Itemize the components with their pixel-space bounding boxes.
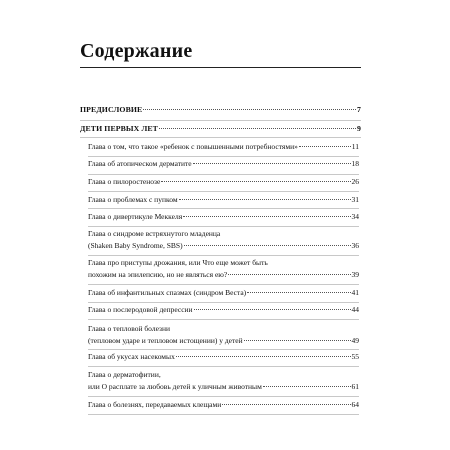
toc-chapter[interactable] [88,400,359,410]
chapter-title-line: Глава об укусах насекомых [88,352,175,361]
separator [88,255,359,256]
page-number: 61 [351,382,359,391]
page-number: 9 [357,124,361,133]
toc-title: Содержание [80,40,193,62]
dot-leader [244,340,351,341]
chapter-title-line: похожим на эпилепсию, но не являться ею? [88,270,228,279]
toc-line [88,270,359,280]
chapter-title-line: Глава о дивертикуле Меккеля [88,212,183,221]
page-number: 64 [351,400,359,409]
toc-line [80,124,361,134]
toc-chapter[interactable] [88,195,359,205]
toc-chapter[interactable] [88,370,359,392]
toc-section[interactable] [80,105,361,115]
chapter-title-line: Глава об атопическом дерматите [88,159,192,168]
toc-section-label: ПРЕДИСЛОВИЕ [80,105,143,114]
page-number: 18 [351,159,359,168]
chapter-title-line: Глава о пилоростенозе [88,177,161,186]
separator [88,208,359,209]
separator [88,191,359,192]
separator [88,226,359,227]
separator [88,319,359,320]
toc-line [80,105,361,115]
toc-chapter[interactable] [88,288,359,298]
chapter-title-line: Глава о болезнях, передаваемых клещами [88,400,222,409]
page-number: 31 [351,195,359,204]
dot-leader [194,309,351,310]
chapter-title-line: Глава об инфантильных спазмах (синдром Веста) [88,288,247,297]
dot-leader [143,109,356,110]
toc-chapter[interactable] [88,142,359,152]
page-number: 44 [351,305,359,314]
separator [88,156,359,157]
toc-chapter[interactable] [88,305,359,315]
toc-line [88,352,359,362]
dot-leader [263,386,351,387]
toc-chapter[interactable] [88,258,359,280]
dot-leader [247,292,350,293]
separator [88,349,359,350]
toc-line [88,241,359,251]
dot-leader [193,163,351,164]
chapter-title-line: Глава о том, что такое «ребенок с повышенными потребностями» [88,142,298,151]
separator [88,414,359,415]
toc-line [88,288,359,298]
chapter-title-line: Глава о дерматофитии, [88,370,161,379]
chapter-title-line: или О расплате за любовь детей к уличным животным [88,382,262,391]
chapter-title-line: Глава о послеродовой депрессии [88,305,193,314]
dot-leader [184,245,351,246]
page-number: 26 [351,177,359,186]
toc-line [88,195,359,205]
dot-leader [159,128,356,129]
chapter-title-line: Глава о тепловой болезни [88,324,170,333]
dot-leader [228,274,350,275]
chapter-title-line: (Shaken Baby Syndrome, SBS) [88,241,183,250]
toc-line [88,142,359,152]
toc-line [88,382,359,392]
dot-leader [176,356,351,357]
separator [88,174,359,175]
dot-leader [161,181,350,182]
dot-leader [179,199,351,200]
page-number: 7 [357,105,361,114]
toc-chapter[interactable] [88,159,359,169]
page-number: 49 [351,336,359,345]
dot-leader [222,404,350,405]
chapter-title-line: (тепловом ударе и тепловом истощении) у детей [88,336,243,345]
separator [88,302,359,303]
page-number: 36 [351,241,359,250]
page-number: 39 [351,270,359,279]
chapter-title-line: Глава о синдроме встряхнутого младенца [88,229,221,238]
chapter-title-line: Глава про приступы дрожания, или Что еще может быть [88,258,268,267]
page-number: 41 [351,288,359,297]
toc-line [88,212,359,222]
toc-chapter[interactable] [88,212,359,222]
toc-chapter[interactable] [88,352,359,362]
chapter-title-line: Глава о проблемах с пупком [88,195,178,204]
separator [80,137,361,138]
toc-section-label: ДЕТИ ПЕРВЫХ ЛЕТ [80,124,158,133]
toc-line [88,400,359,410]
dot-leader [299,146,351,147]
separator [80,120,361,121]
page-number: 34 [351,212,359,221]
page-number: 55 [351,352,359,361]
toc-line [88,336,359,346]
toc-line [88,305,359,315]
separator [88,366,359,367]
toc-chapter[interactable] [88,229,359,251]
toc-line [88,177,359,187]
toc-chapter[interactable] [88,177,359,187]
dot-leader [183,216,350,217]
page-number: 11 [351,142,359,151]
separator [88,396,359,397]
toc-line [88,159,359,169]
separator [88,284,359,285]
toc-section[interactable] [80,124,361,134]
toc-chapter[interactable] [88,324,359,346]
